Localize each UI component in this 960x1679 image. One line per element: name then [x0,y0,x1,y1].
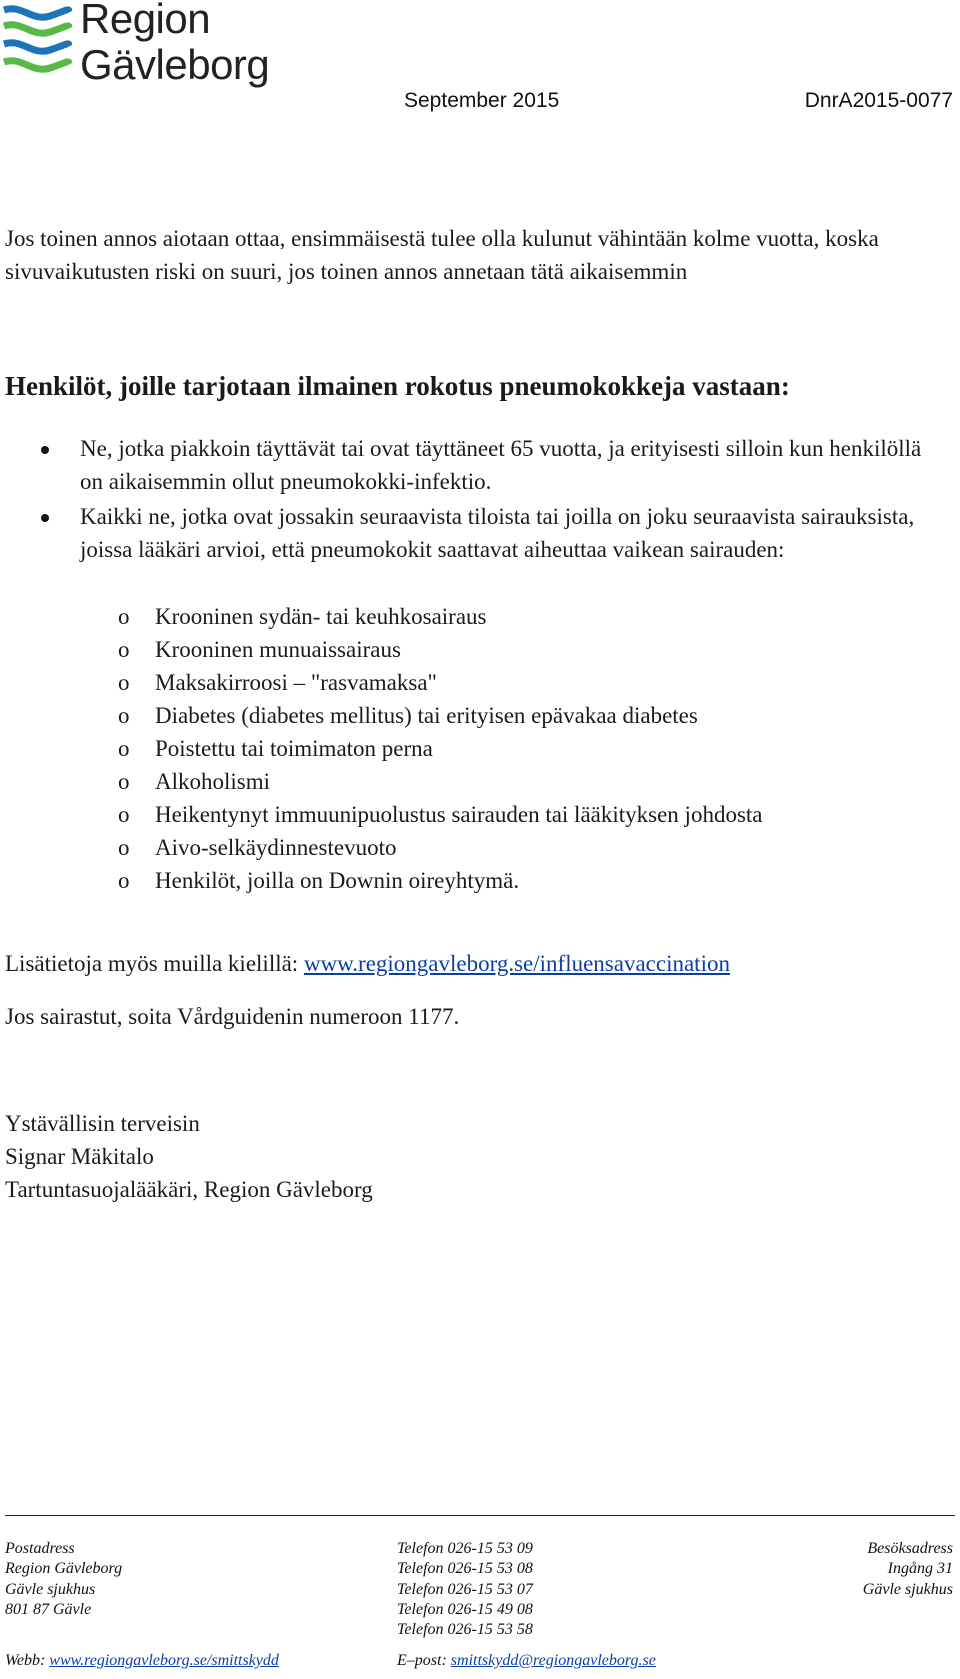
sub-marker: o [118,769,130,794]
signature-name: Signar Mäkitalo [5,1144,154,1169]
logo-text [80,0,269,88]
document-reference: DnrA2015-0077 [804,89,953,112]
footer-web [5,1651,279,1671]
footer-phone-line: Telefon 026-15 49 08 [397,1600,533,1618]
sub-item-text: Maksakirroosi – "rasvamaksa" [155,670,437,695]
more-info-label: Lisätietoja myös muilla kielillä: [5,951,304,976]
footer-postal-line: Region Gävleborg [5,1560,123,1578]
bullet-dot-icon [41,446,49,454]
sub-item-text: Krooninen sydän- tai keuhkosairaus [155,604,487,629]
document-date: September 2015 [404,89,560,112]
call-instruction: Jos sairastut, soita Vårdguidenin numeroon 1177. [5,1004,460,1029]
bullet-item [0,500,930,566]
footer-visit-address [863,1539,953,1600]
more-info-link[interactable]: www.regiongavleborg.se/influensavaccination [303,951,730,976]
bullet-dot-icon [41,514,49,522]
footer-postal-line: Gävle sjukhus [5,1580,96,1598]
sub-item-text: Krooninen munuaissairaus [155,637,401,662]
sub-marker: o [118,835,130,860]
footer-phone-line: Telefon 026-15 53 07 [397,1580,533,1598]
sub-item-text: Poistettu tai toimimaton perna [155,736,433,761]
footer-phone-line: Telefon 026-15 53 09 [397,1540,533,1557]
section-heading: Henkilöt, joille tarjotaan ilmainen rokotus pneumokokkeja vastaan: [5,371,790,401]
sub-marker: o [118,604,130,629]
intro-paragraph: Jos toinen annos aiotaan ottaa, ensimmäisestä tulee olla kulunut vähintään kolme vuotta, koska sivuvaikutusten riski on suuri, jos toinen annos annetaan tätä aikaisemmin [5,226,879,284]
logo-line-region: Region [80,0,211,42]
footer-phone-line: Telefon 026-15 53 58 [397,1621,533,1639]
more-info-line [5,947,730,980]
footer-visit-line: Besöksadress [867,1540,953,1557]
footer-web-link[interactable]: www.regiongavleborg.se/smittskydd [49,1652,279,1669]
footer-postal-address [5,1539,122,1620]
logo-line-gavleborg: Gävleborg [80,41,270,88]
footer-visit-line: Ingång 31 [887,1560,953,1578]
bullet-text: Ne, jotka piakkoin täyttävät tai ovat täyttäneet 65 vuotta, ja erityisesti silloin kun henkilöllä on aikaisemmin ollut pneumokokki-infektio. [80,436,922,494]
footer-phone-line: Telefon 026-15 53 08 [397,1560,533,1578]
footer-postal-line: 801 87 Gävle [5,1600,92,1618]
footer-email-label: E–post: [397,1652,451,1669]
footer-postal-line: Postadress [5,1540,75,1557]
region-gavleborg-logo [2,2,292,90]
signature-greeting: Ystävällisin terveisin [5,1111,200,1136]
footer-web-label: Webb: [5,1652,50,1669]
sub-marker: o [118,868,130,893]
sub-marker: o [118,802,130,827]
sub-marker: o [118,670,130,695]
footer-phone-list [397,1539,533,1640]
sub-item-text: Heikentynyt immuunipuolustus sairauden tai lääkityksen johdosta [155,802,763,827]
sub-marker: o [118,703,130,728]
footer-visit-line: Gävle sjukhus [862,1580,953,1598]
bullet-item [0,432,930,498]
logo-waves-icon [2,4,72,86]
sub-item-text: Henkilöt, joilla on Downin oireyhtymä. [155,868,520,893]
footer-email [397,1651,656,1671]
footer-email-link[interactable]: smittskydd@regiongavleborg.se [450,1652,656,1669]
bullet-text: Kaikki ne, jotka ovat jossakin seuraavista tiloista tai joilla on joku seuraavista sairauksista, joissa lääkäri arvioi, että pneumokokit saattavat aiheuttaa vaikean sairauden: [80,504,915,562]
signature-title: Tartuntasuojalääkäri, Region Gävleborg [5,1177,373,1202]
sub-marker: o [118,637,130,662]
footer-divider [5,1515,955,1516]
sub-marker: o [118,736,130,761]
sub-item-text: Diabetes (diabetes mellitus) tai erityisen epävakaa diabetes [155,703,698,728]
sub-item-text: Aivo-selkäydinnestevuoto [155,835,397,860]
sub-item-text: Alkoholismi [155,769,271,794]
